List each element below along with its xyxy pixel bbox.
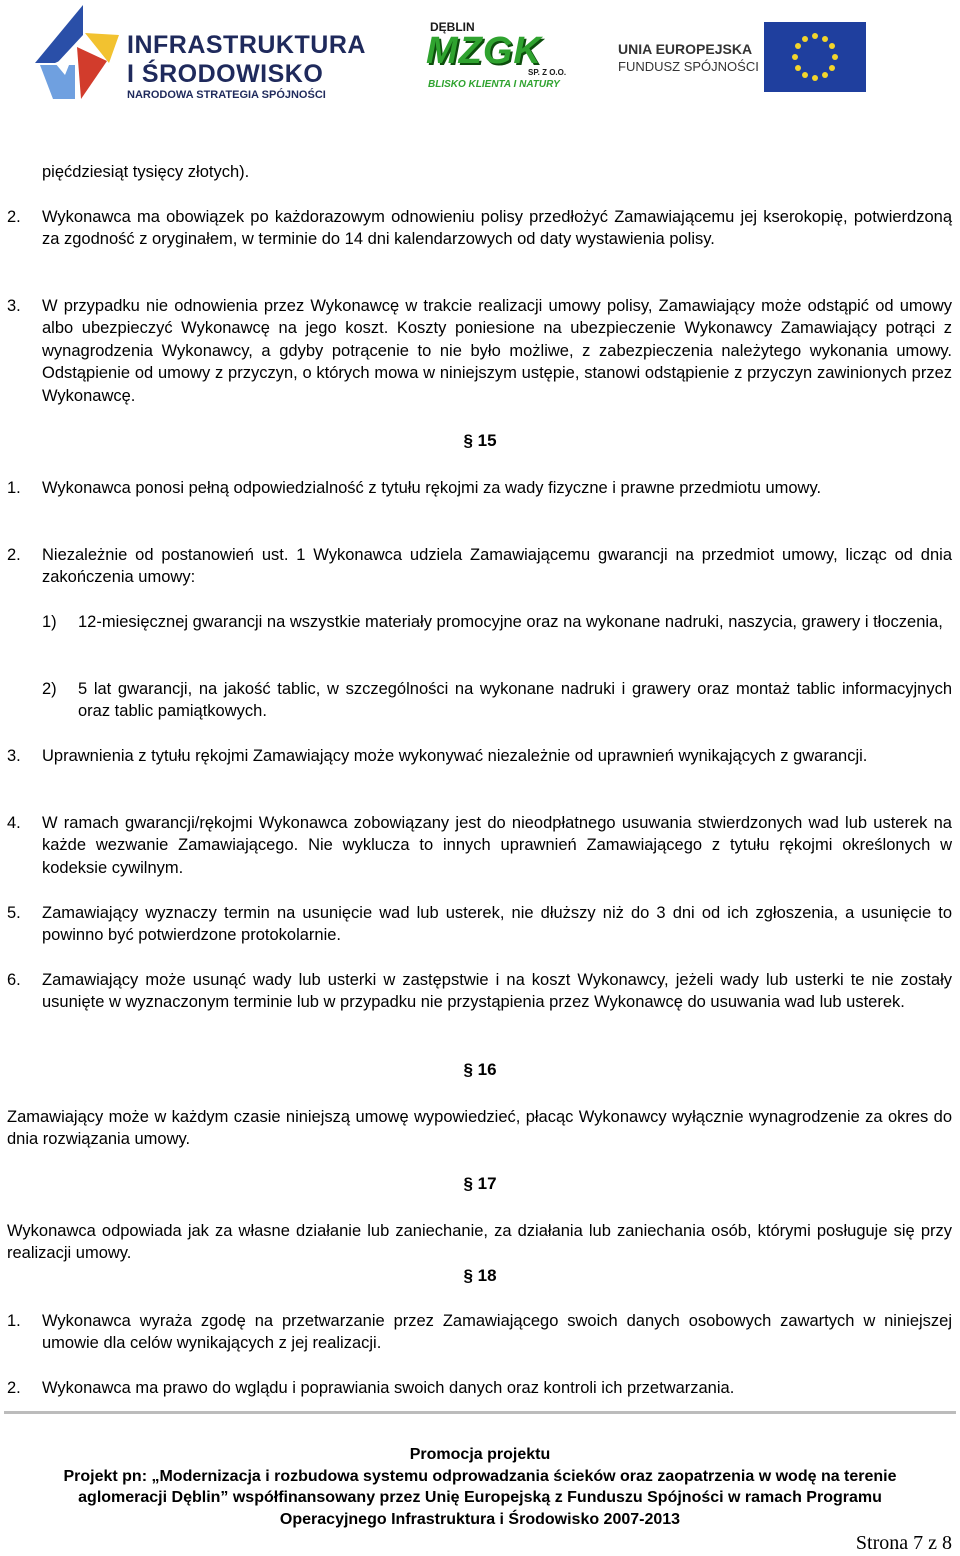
infrastruktura-srodowisko-logo [35, 5, 365, 105]
s15-item6-text: Zamawiający może usunąć wady lub usterki w zastępstwie i na koszt Wykonawcy, jeżeli wady lub usterki te nie zostały usunięte w wyznaczonym terminie lub w przypadku nie przystąpienia przez Wykonawcę do usuwania wad lub usterek. [42, 971, 952, 1012]
footer-divider [4, 1411, 956, 1414]
eu-line1: UNIA EUROPEJSKA [618, 41, 753, 57]
logo-is-line2: I ŚRODOWISKO [127, 60, 324, 88]
s15-item1-text: Wykonawca ponosi pełną odpowiedzialność z tytułu rękojmi za wady fizyczne i prawne przedmiotu umowy. [42, 479, 822, 497]
section-17-heading: § 17 [463, 1174, 497, 1193]
s14-item3-number: 3. [7, 297, 21, 315]
s15-item4-number: 4. [7, 814, 21, 832]
mzgk-slogan: BLISKO KLIENTA I NATURY [428, 79, 560, 90]
s15-item2-number: 2. [7, 546, 21, 564]
mzgk-logo [420, 20, 570, 96]
s15-sub2-number: 2) [42, 680, 57, 698]
s15-sub2-text: 5 lat gwarancji, na jakość tablic, w szczególności na wykonane nadruki i grawery oraz montaż tablic informacyjnych oraz tablic pamiątkowych. [78, 680, 952, 721]
eu-line2: FUNDUSZ SPÓJNOŚCI [618, 59, 759, 74]
s15-item3-text: Uprawnienia z tytułu rękojmi Zamawiający może wykonywać niezależnie od uprawnień wynikających z gwarancji. [42, 747, 868, 765]
page-header [0, 0, 960, 110]
s18-item2-number: 2. [7, 1379, 21, 1397]
s15-sub1-text: 12-miesięcznej gwarancji na wszystkie materiały promocyjne oraz na wykonane nadruki, naszycia, grawery i tłoczenia, [78, 613, 943, 631]
footer-line1: Promocja projektu [409, 1446, 551, 1463]
logo-is-line1: INFRASTRUKTURA [127, 31, 366, 59]
s15-item1-number: 1. [7, 479, 21, 497]
s14-item2-number: 2. [7, 208, 21, 226]
section-17-text: Wykonawca odpowiada jak za własne działanie lub zaniechanie, za działania lub zaniechania osób, którymi posługuje się przy realizacji umowy. [7, 1222, 952, 1263]
page-footer [0, 1444, 960, 1530]
s15-item3-number: 3. [7, 747, 21, 765]
eu-fund-logo [612, 22, 867, 94]
eu-flag-icon [764, 22, 866, 92]
mzgk-sub: SP. Z O.O. [528, 68, 567, 77]
section-15-heading: § 15 [463, 431, 497, 450]
intro-text: pięćdziesiąt tysięcy złotych). [42, 163, 250, 181]
s18-item1-text: Wykonawca wyraża zgodę na przetwarzanie przez Zamawiającego swoich danych osobowych zawartych w niniejszej umowie dla celów wynikających z jej realizacji. [42, 1312, 952, 1353]
page-number: Strona 7 z 8 [855, 1532, 952, 1554]
s15-item4-text: W ramach gwarancji/rękojmi Wykonawca zobowiązany jest do nieodpłatnego usuwania stwierdzonych wad lub usterek na każde wezwanie Zamawiającego. Nie wyklucza to innych uprawnień Zamawiającego z tytułu rękojmi określonych w kodeksie cywilnym. [42, 814, 952, 877]
s18-item1-number: 1. [7, 1312, 21, 1330]
footer-line4: Operacyjnego Infrastruktura i Środowisko 2007-2013 [279, 1510, 681, 1528]
footer-line3: aglomeracji Dęblin” współfinansowany przez Unię Europejską z Funduszu Spójności w ramach Programu [78, 1489, 882, 1506]
s15-item6-number: 6. [7, 971, 21, 989]
s14-item3-text: W przypadku nie odnowienia przez Wykonawcę w trakcie realizacji umowy polisy, Zamawiający może odstąpić od umowy albo ubezpieczyć Wykonawcę na jego koszt. Koszty poniesione na ubezpieczenie Wykonawcy Zamawiający potrąci z wynagrodzenia Wykonawcy, a gdyby potrącenie to nie było możliwe, z zabezpieczenia należytego wykonania umowy. Odstąpienie od umowy z przyczyn, o których mowa w niniejszym ustępie, stanowi odstąpienie z przyczyn zawinionych przez Wykonawcę. [42, 297, 952, 405]
footer-line2: Projekt pn: „Modernizacja i rozbudowa systemu odprowadzania ścieków oraz zaopatrzenia w wodę na terenie [63, 1467, 897, 1485]
logo-is-line3: NARODOWA STRATEGIA SPÓJNOŚCI [127, 89, 326, 101]
s15-item5-text: Zamawiający wyznaczy termin na usunięcie wad lub usterek, nie dłuższy niż do 3 dni od ich zgłoszenia, a usunięcie to powinno być potwierdzone protokolarnie. [42, 904, 952, 945]
s14-item2-text: Wykonawca ma obowiązek po każdorazowym odnowieniu polisy przedłożyć Zamawiającemu jej kserokopię, potwierdzoną za zgodność z oryginałem, w terminie do 14 dni kalendarzowych od daty wystawienia polisy. [42, 208, 952, 249]
mzgk-main: MZGK [426, 30, 542, 72]
section-16-text: Zamawiający może w każdym czasie niniejszą umowę wypowiedzieć, płacąc Wykonawcy wyłącznie wynagrodzenie za okres do dnia rozwiązania umowy. [7, 1108, 952, 1149]
s18-item2-text: Wykonawca ma prawo do wglądu i poprawiania swoich danych oraz kontroli ich przetwarzania. [42, 1379, 735, 1397]
section-18-heading: § 18 [463, 1266, 497, 1285]
s15-sub1-number: 1) [42, 613, 57, 631]
mzgk-top: DĘBLIN [430, 20, 475, 34]
section-16-heading: § 16 [463, 1060, 497, 1079]
s15-item2-text: Niezależnie od postanowień ust. 1 Wykonawca udziela Zamawiającemu gwarancji na przedmiot umowy, licząc od dnia zakończenia umowy: [42, 546, 952, 587]
s15-item5-number: 5. [7, 904, 21, 922]
